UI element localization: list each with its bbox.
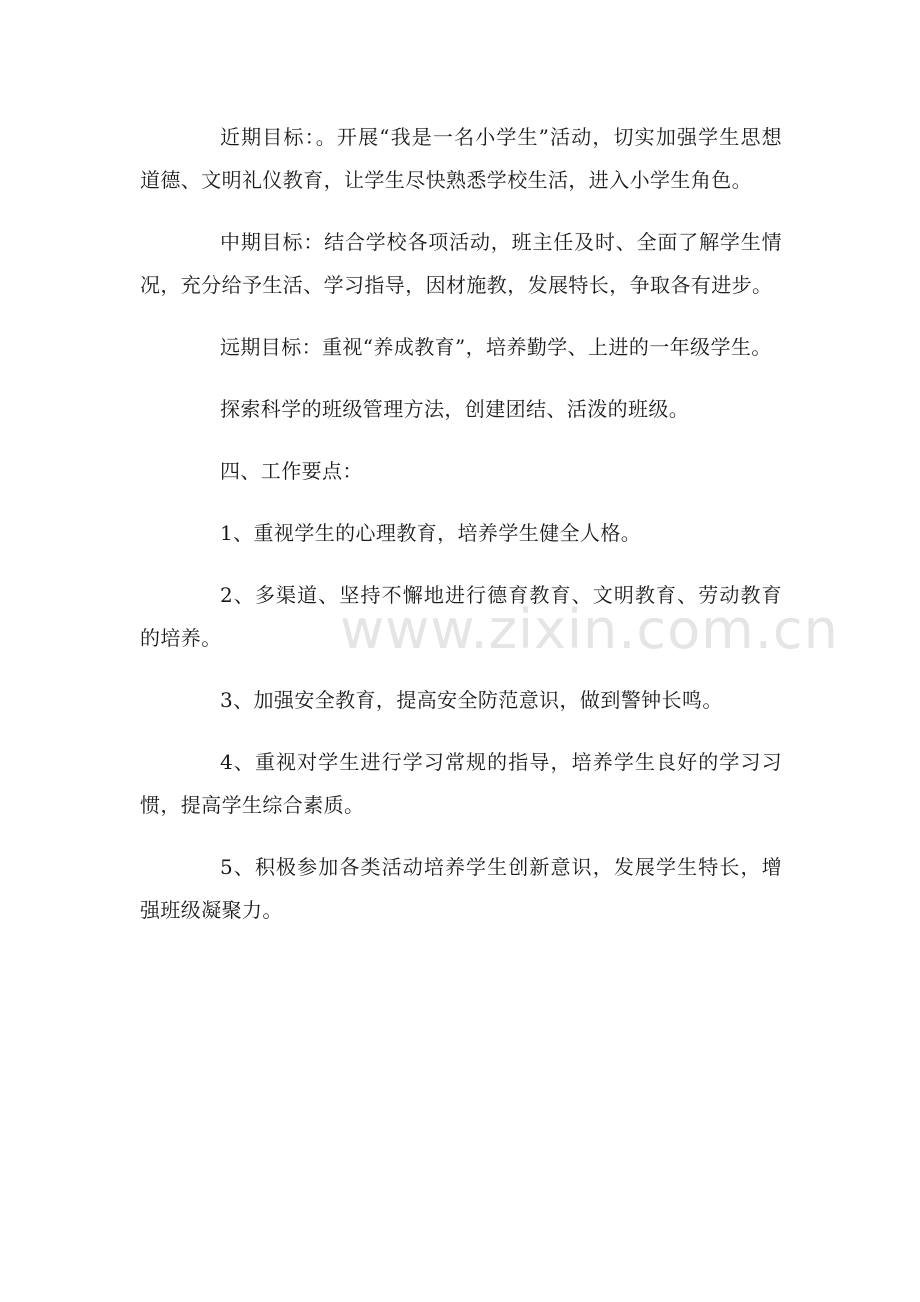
paragraph-class-management: 探索科学的班级管理方法，创建团结、活泼的班级。	[220, 397, 690, 421]
section-heading-work-points: 四、工作要点：	[220, 459, 363, 483]
paragraph-long-term-goal: 远期目标：重视“养成教育”，培养勤学、上进的一年级学生。	[220, 335, 772, 359]
document-body	[140, 116, 782, 932]
paragraph-short-term-goal: 近期目标：。开展“我是一名小学生”活动，切实加强学生思想道德、文明礼仪教育，让学生尽快熟悉学校生活，进入小学生角色。	[140, 125, 782, 192]
list-item-4: 4、重视对学生进行学习常规的指导，培养学生良好的学习习惯，提高学生综合素质。	[140, 750, 782, 817]
paragraph-mid-term-goal: 中期目标：结合学校各项活动，班主任及时、全面了解学生情况，充分给予生活、学习指导，因材施教，发展特长，争取各有进步。	[140, 230, 782, 297]
list-item-3: 3、加强安全教育，提高安全防范意识，做到警钟长鸣。	[220, 688, 723, 712]
list-item-2: 2、多渠道、坚持不懈地进行德育教育、文明教育、劳动教育的培养。	[140, 583, 782, 650]
list-item-5: 5、积极参加各类活动培养学生创新意识，发展学生特长，增强班级凝聚力。	[140, 855, 782, 922]
list-item-1: 1、重视学生的心理教育，培养学生健全人格。	[220, 521, 642, 545]
watermark: www.zixin.com.cn	[340, 598, 839, 661]
